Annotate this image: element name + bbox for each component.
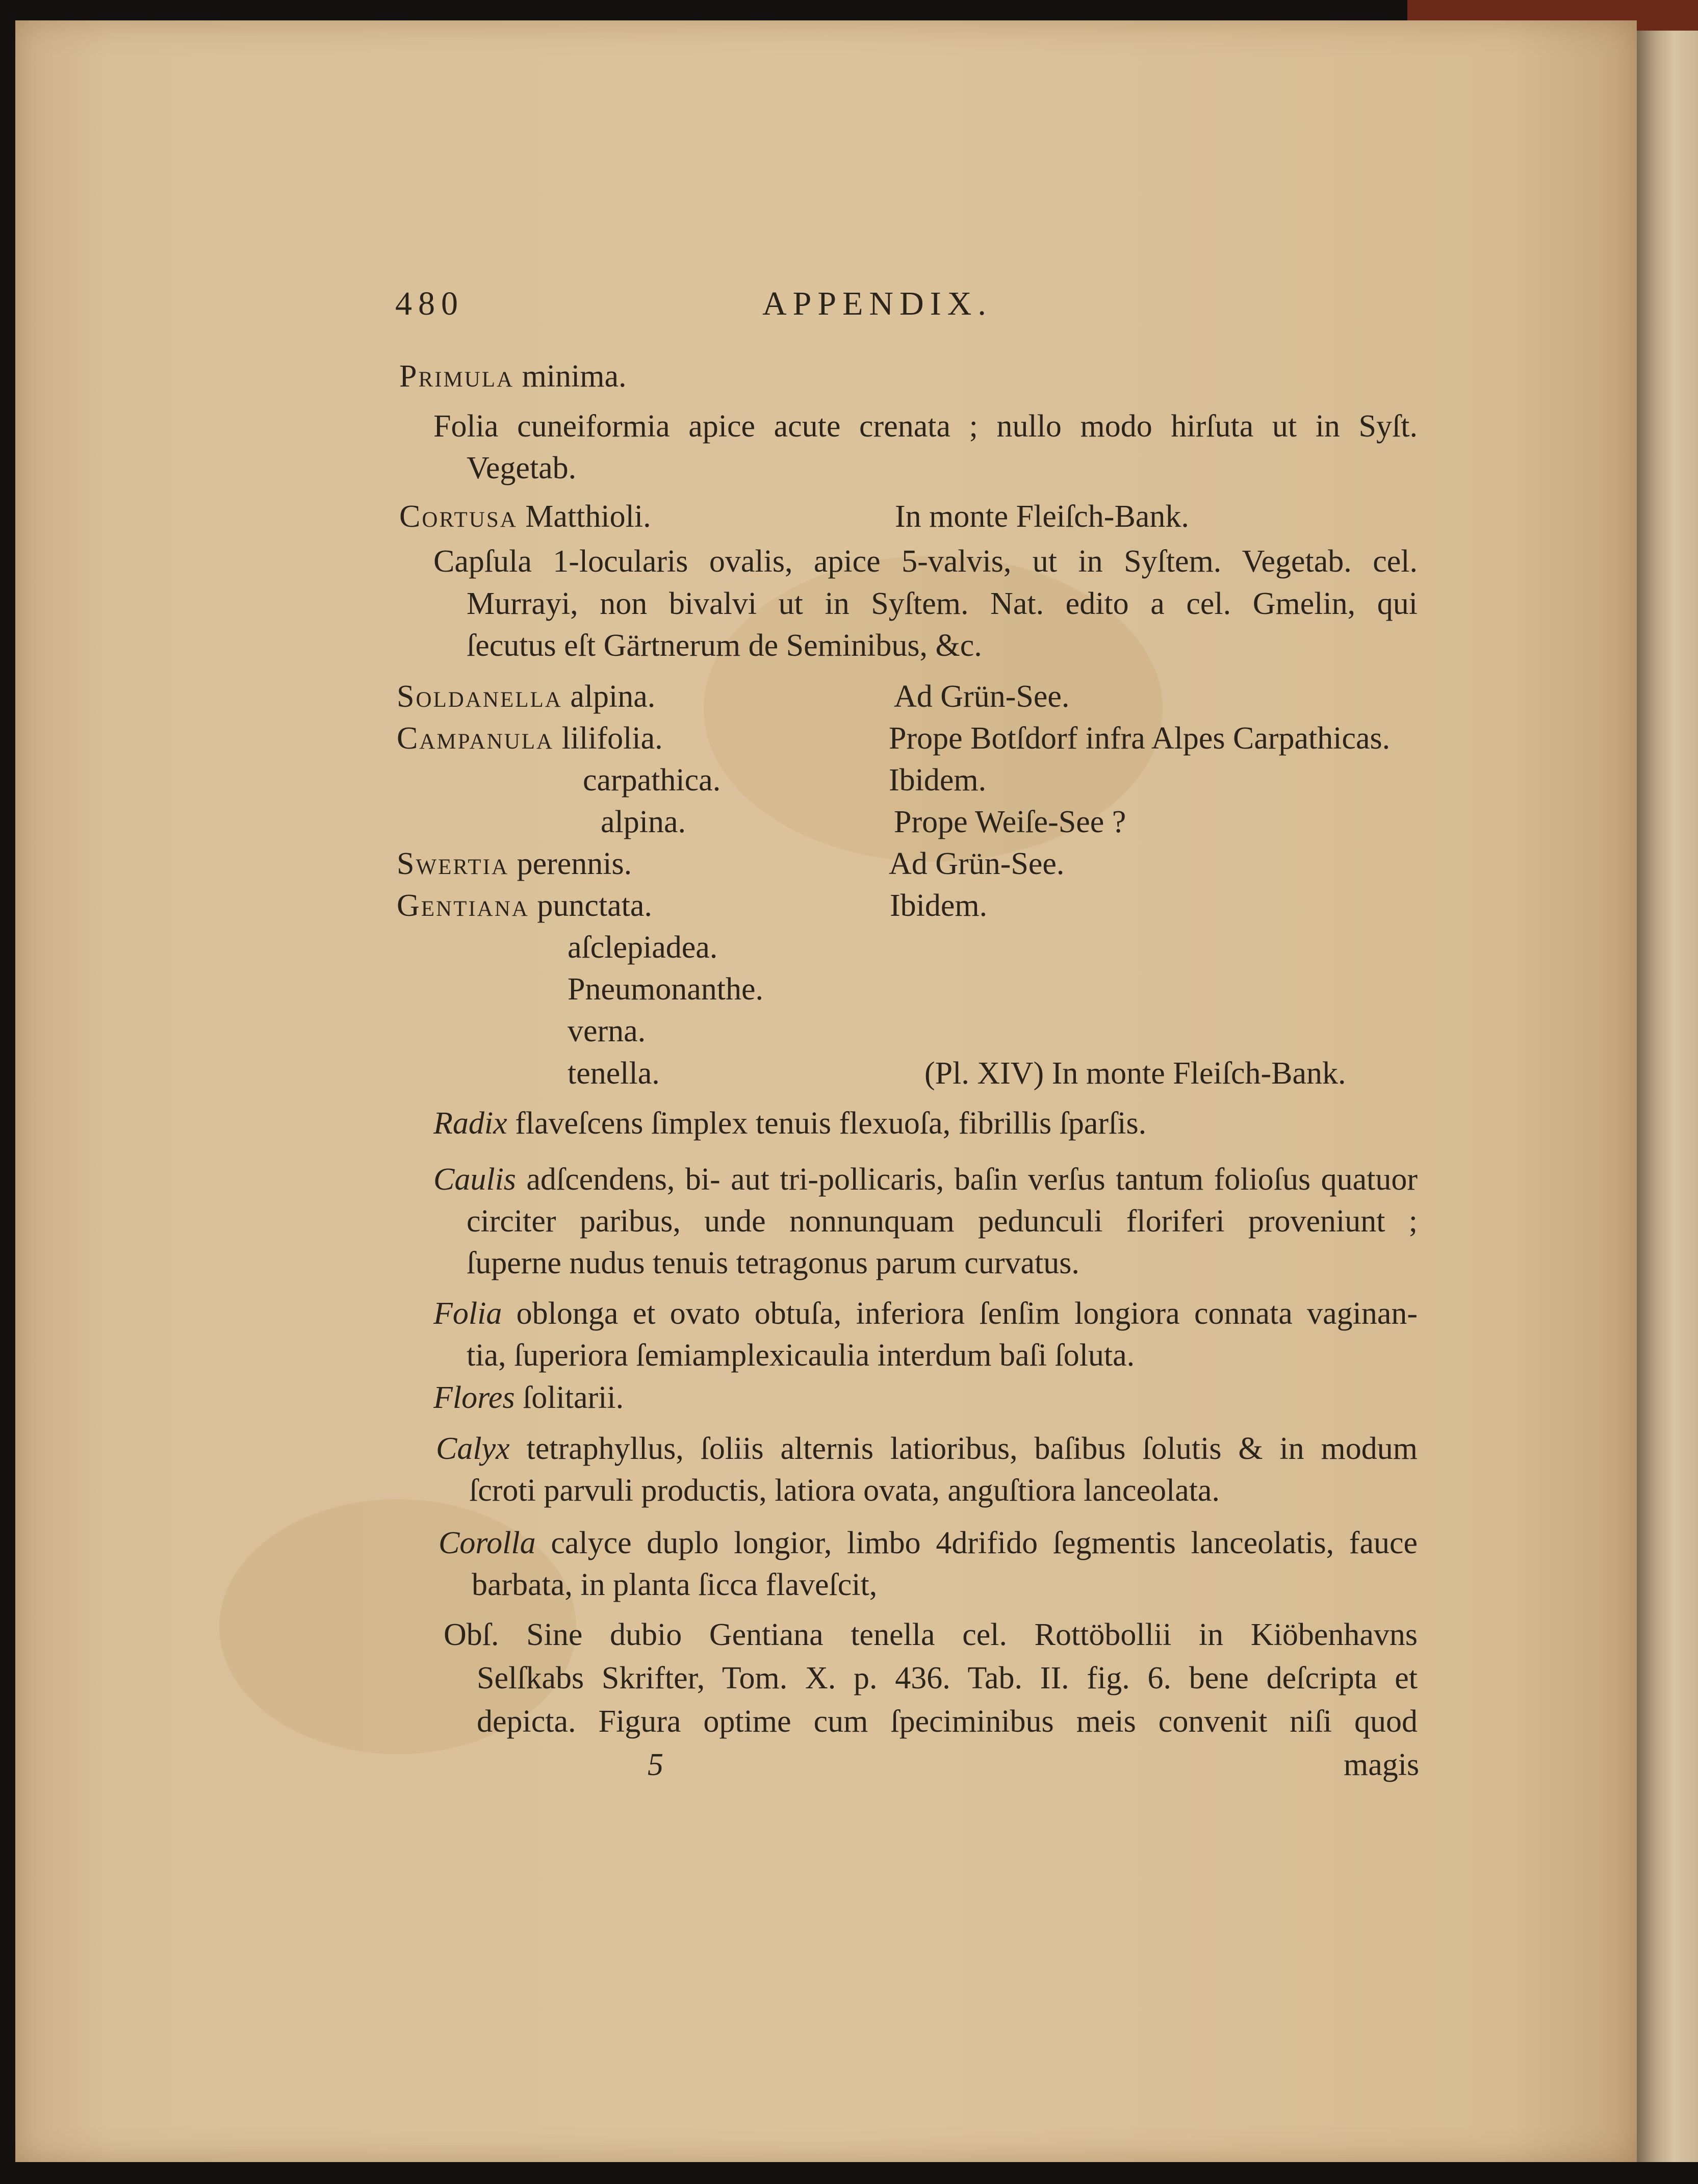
page-title: APPENDIX.: [762, 285, 992, 322]
genus-name: Primula: [399, 359, 514, 394]
locality: (Pl. XIV) In monte Fleiſch-Bank.: [924, 1056, 1346, 1091]
primula-description-line: Folia cuneiformia apice acute crenata ; nullo modo hirſuta ut in Syſt.: [433, 409, 1418, 444]
locality: Ibidem.: [890, 888, 988, 923]
genus-name: Soldanella: [397, 679, 562, 714]
description-line: tia, ſuperiora ſemiamplexicaulia interdum baſi ſoluta.: [467, 1338, 1135, 1373]
description-corolla: Corolla calyce duplo longior, limbo 4drifido ſegmentis lanceolatis, fauce: [439, 1526, 1418, 1560]
locality: Ad Grün-See.: [889, 846, 1065, 881]
locality: Ad Grün-See.: [894, 679, 1070, 714]
species-name: alpina.: [570, 679, 656, 714]
species-name: lilifolia.: [561, 721, 663, 756]
locality: Ibidem.: [889, 763, 987, 798]
description-line: ſuperne nudus tenuis tetragonus parum curvatus.: [467, 1246, 1079, 1280]
term: Folia: [433, 1296, 502, 1331]
entry-campanula: [397, 717, 663, 759]
genus-name: Gentiana: [397, 888, 529, 923]
description-radix: Radix flaveſcens ſimplex tenuis flexuoſa, fibrillis ſparſis.: [433, 1106, 1147, 1141]
genus-name: Swertia: [397, 846, 509, 881]
book-edge-right: [1637, 31, 1698, 2162]
species-name: alpina.: [601, 805, 686, 839]
page-number: 480: [395, 285, 464, 322]
entry-soldanella: [397, 676, 655, 717]
cortusa-description-line: ſecutus eſt Gärtnerum de Seminibus, &c.: [467, 628, 982, 663]
signature-mark: 5: [648, 1748, 663, 1782]
entry-primula: [399, 355, 627, 397]
term: Caulis: [433, 1162, 516, 1197]
catchword: magis: [1344, 1748, 1420, 1782]
description-observation: Obſ. Sine dubio Gentiana tenella cel. Rottöbollii in Kiöbenhavns: [444, 1617, 1418, 1652]
description-folia: Folia oblonga et ovato obtuſa, inferiora ſenſim longiora connata vaginan-: [433, 1296, 1418, 1331]
genus-name: Campanula: [397, 721, 554, 756]
term: Flores: [433, 1380, 515, 1415]
description-calyx: Calyx tetraphyllus, ſoliis alternis latioribus, baſibus ſolutis & in modum: [436, 1431, 1418, 1466]
term: Calyx: [436, 1431, 510, 1466]
species-name: perennis.: [517, 846, 632, 881]
species-name: aſclepiadea.: [568, 930, 718, 965]
species-name: minima.: [522, 359, 627, 394]
entry-swertia: [397, 843, 632, 885]
description-line: circiter paribus, unde nonnunquam pedunculi floriferi proveniunt ;: [467, 1204, 1418, 1239]
cortusa-description-line: Capſula 1-locularis ovalis, apice 5-valvis, ut in Syſtem. Vegetab. cel.: [433, 544, 1418, 579]
description-line: depicta. Figura optime cum ſpeciminibus meis convenit niſi quod: [477, 1704, 1418, 1739]
book-page: [15, 20, 1637, 2162]
description-line: ſcroti parvuli productis, latiora ovata, anguſtiora lanceolata.: [469, 1473, 1220, 1508]
entry-gentiana: [397, 885, 652, 927]
species-name: punctata.: [537, 888, 652, 923]
description-line: Selſkabs Skrifter, Tom. X. p. 436. Tab. II. fig. 6. bene deſcripta et: [477, 1661, 1418, 1695]
species-name: verna.: [568, 1014, 646, 1048]
genus-name: Cortusa: [399, 499, 518, 534]
locality: Prope Weiſe-See ?: [894, 805, 1126, 839]
species-name: Matthioli.: [525, 499, 651, 534]
locality: In monte Fleiſch-Bank.: [895, 499, 1189, 534]
entry-cortusa: [399, 496, 651, 537]
description-line: barbata, in planta ſicca flaveſcit,: [472, 1568, 878, 1602]
term: Radix: [433, 1106, 507, 1141]
locality: Prope Botſdorf infra Alpes Carpathicas.: [889, 721, 1391, 756]
description-flores: Flores ſolitarii.: [433, 1380, 624, 1415]
term: Corolla: [439, 1526, 536, 1560]
cortusa-description-line: Murrayi, non bivalvi ut in Syſtem. Nat. edito a cel. Gmelin, qui: [467, 586, 1418, 621]
species-name: carpathica.: [583, 763, 721, 798]
species-name: tenella.: [568, 1056, 660, 1091]
primula-description-line: Vegetab.: [467, 451, 577, 485]
description-caulis: Caulis adſcendens, bi- aut tri-pollicaris, baſin verſus tantum folioſus quatuor: [433, 1162, 1418, 1197]
species-name: Pneumonanthe.: [568, 972, 763, 1007]
